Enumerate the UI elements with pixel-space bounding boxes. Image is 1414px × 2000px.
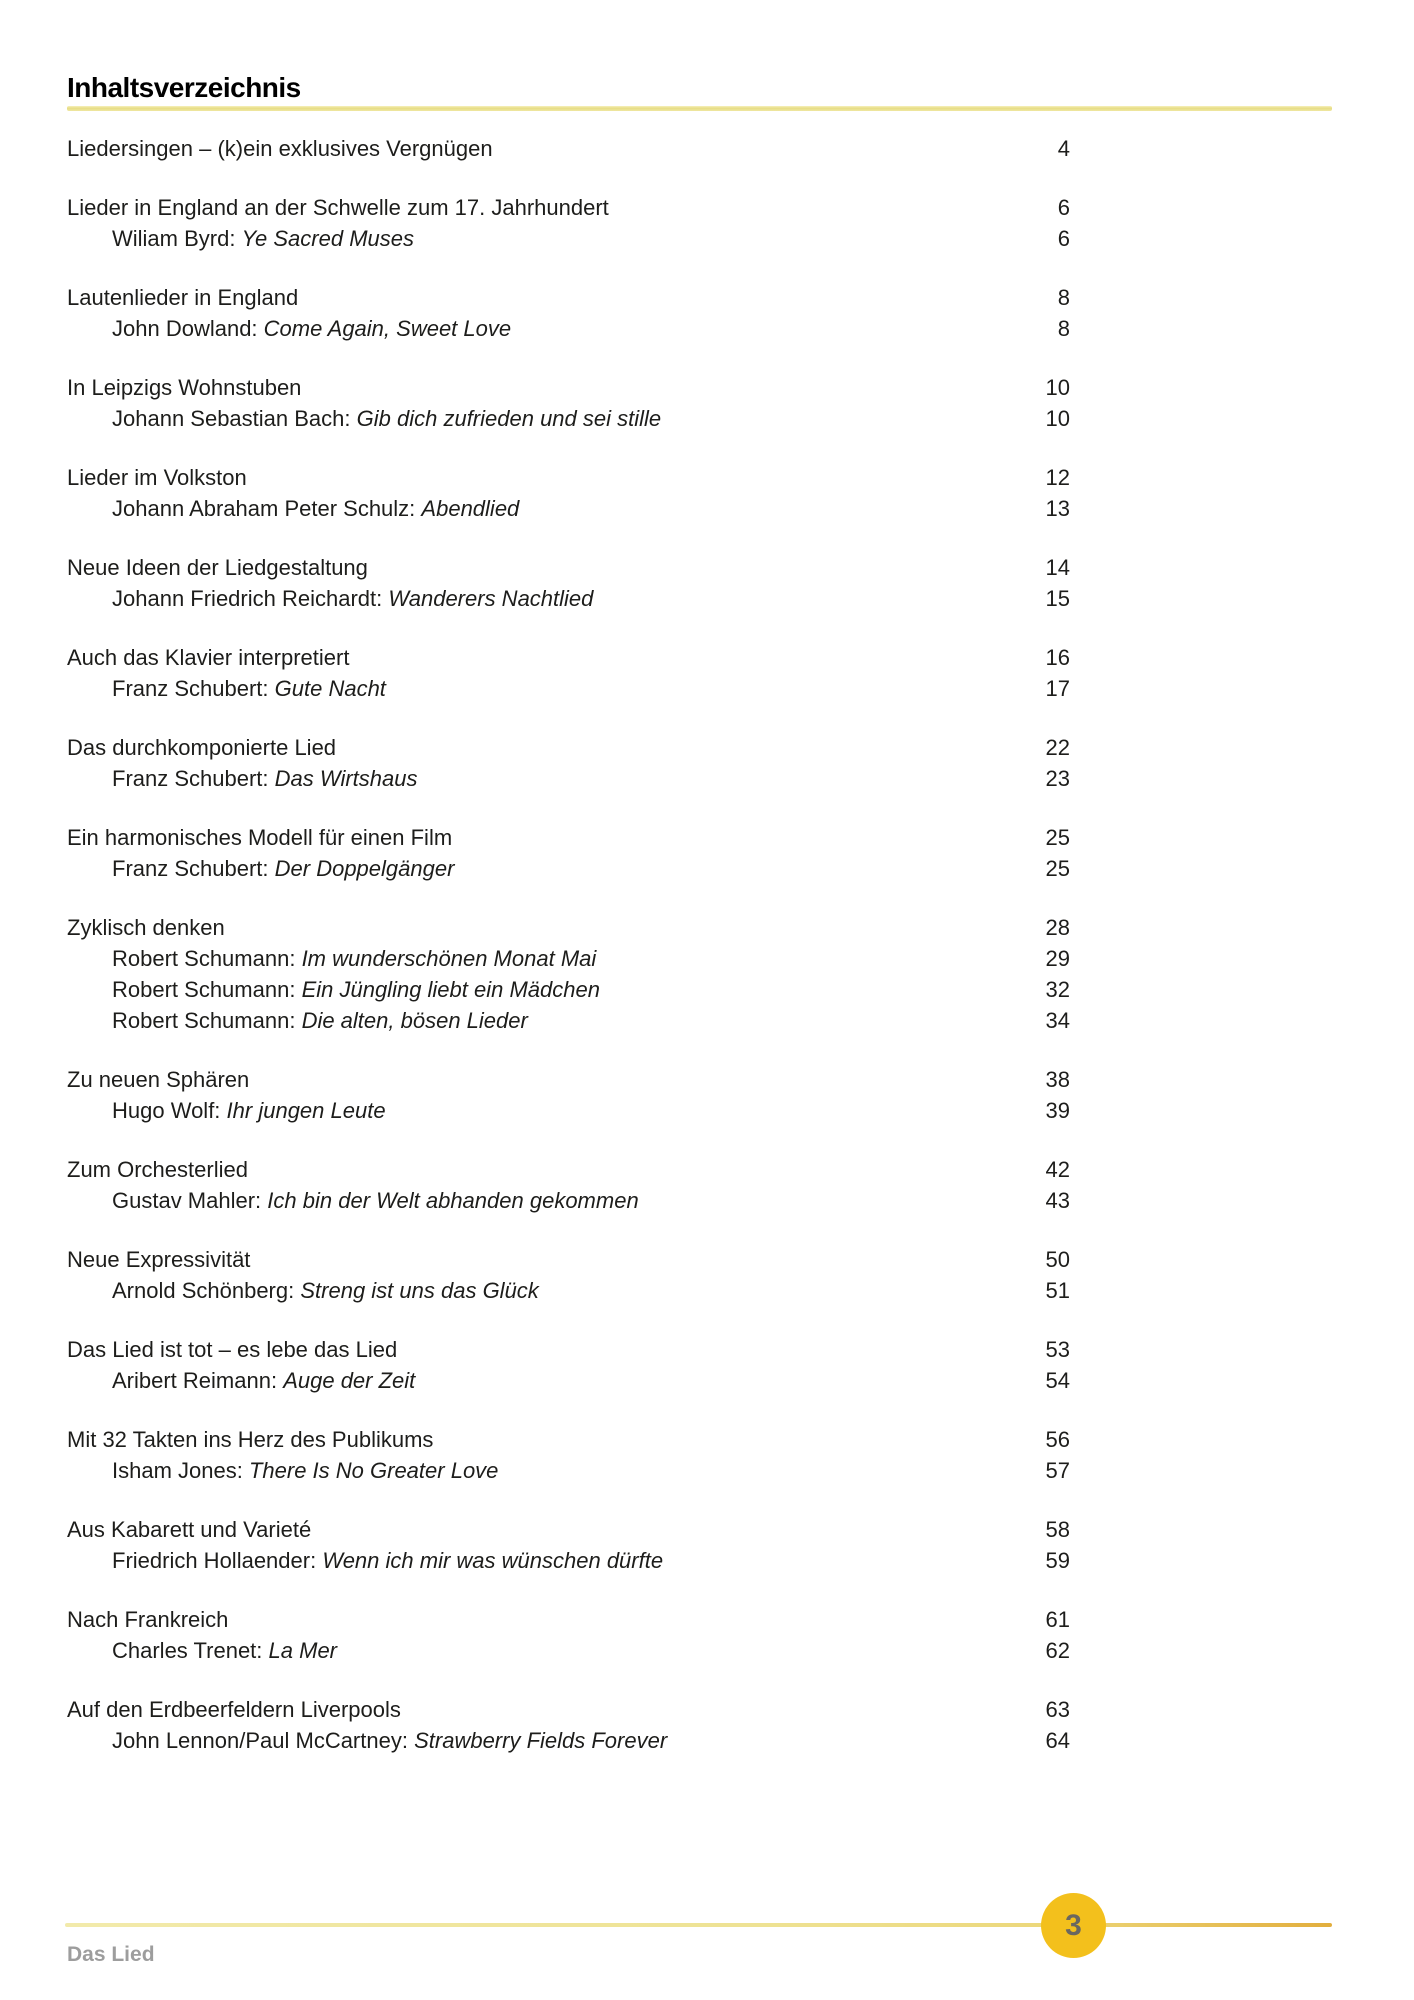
toc-entry-title: Zum Orchesterlied bbox=[67, 1157, 248, 1182]
toc-subentry bbox=[67, 1275, 1070, 1306]
toc-group bbox=[67, 1064, 1070, 1126]
toc-subentry-author: Johann Abraham Peter Schulz: bbox=[112, 496, 416, 521]
toc-subentry-page: 8 bbox=[1057, 316, 1070, 341]
toc-entry bbox=[67, 642, 1070, 673]
footer-book-title: Das Lied bbox=[67, 1943, 155, 1966]
toc-entry bbox=[67, 1694, 1070, 1725]
toc-subentry-page: 54 bbox=[1045, 1368, 1070, 1393]
toc-entry-title: Liedersingen – (k)ein exklusives Vergnügen bbox=[67, 136, 493, 161]
toc-entry-page: 22 bbox=[1045, 735, 1070, 760]
toc-entry-page: 12 bbox=[1045, 465, 1070, 490]
toc-subentry-work: Come Again, Sweet Love bbox=[263, 316, 512, 341]
toc-entry-title: Das durchkomponierte Lied bbox=[67, 735, 337, 760]
toc-subentry-page: 34 bbox=[1045, 1008, 1070, 1033]
toc-group bbox=[67, 642, 1070, 704]
toc-subentry-work: There Is No Greater Love bbox=[248, 1458, 499, 1483]
toc-subentry-text bbox=[112, 974, 600, 1005]
toc-entry-title: Ein harmonisches Modell für einen Film bbox=[67, 825, 453, 850]
toc-subentry-text bbox=[112, 673, 386, 704]
toc-group bbox=[67, 1154, 1070, 1216]
toc-subentry-page: 25 bbox=[1045, 856, 1070, 881]
toc-subentry-work: Gib dich zufrieden und sei stille bbox=[356, 406, 662, 431]
toc-subentry-text bbox=[112, 313, 511, 344]
toc-subentry bbox=[67, 1185, 1070, 1216]
toc-subentry-text bbox=[112, 223, 414, 254]
toc-group bbox=[67, 912, 1070, 1036]
toc-entry-title: Neue Ideen der Liedgestaltung bbox=[67, 555, 368, 580]
toc-subentry-author: Johann Sebastian Bach: bbox=[112, 406, 351, 431]
toc-subentry-author: Isham Jones: bbox=[112, 1458, 243, 1483]
toc-group bbox=[67, 192, 1070, 254]
toc-subentry-text bbox=[112, 1455, 498, 1486]
toc-subentry-author: Robert Schumann: bbox=[112, 1008, 296, 1033]
toc-subentry-work: Ye Sacred Muses bbox=[241, 226, 415, 251]
toc-group bbox=[67, 372, 1070, 434]
page-title: Inhaltsverzeichnis bbox=[67, 72, 301, 103]
toc-subentry-text bbox=[112, 493, 519, 524]
toc-subentry-text bbox=[112, 1185, 639, 1216]
toc-subentry-work: Wenn ich mir was wünschen dürfte bbox=[322, 1548, 664, 1573]
toc-subentry-page: 39 bbox=[1045, 1098, 1070, 1123]
toc-subentry-page: 57 bbox=[1045, 1458, 1070, 1483]
toc-subentry-page: 43 bbox=[1045, 1188, 1070, 1213]
toc-entry bbox=[67, 282, 1070, 313]
toc-subentry bbox=[67, 313, 1070, 344]
toc-entry-title: Zu neuen Sphären bbox=[67, 1067, 250, 1092]
toc-subentry bbox=[67, 853, 1070, 884]
toc-subentry-author: Hugo Wolf: bbox=[112, 1098, 221, 1123]
toc-entry bbox=[67, 133, 1070, 164]
toc-group bbox=[67, 1604, 1070, 1666]
toc-entry-title: Lautenlieder in England bbox=[67, 285, 299, 310]
toc-subentry-work: Abendlied bbox=[421, 496, 520, 521]
toc-subentry-work: Das Wirtshaus bbox=[274, 766, 418, 791]
toc-subentry-author: Friedrich Hollaender: bbox=[112, 1548, 317, 1573]
toc-subentry bbox=[67, 763, 1070, 794]
toc-group bbox=[67, 732, 1070, 794]
toc-entry bbox=[67, 1424, 1070, 1455]
toc-group bbox=[67, 1514, 1070, 1576]
toc-subentry bbox=[67, 673, 1070, 704]
toc-entry-page: 42 bbox=[1045, 1157, 1070, 1182]
toc-subentry-work: Auge der Zeit bbox=[283, 1368, 416, 1393]
toc-group bbox=[67, 1334, 1070, 1396]
toc-subentry-page: 13 bbox=[1045, 496, 1070, 521]
toc-subentry-text bbox=[112, 1095, 386, 1126]
toc-subentry-author: Robert Schumann: bbox=[112, 946, 296, 971]
toc-subentry bbox=[67, 974, 1070, 1005]
toc-entry-page: 56 bbox=[1045, 1427, 1070, 1452]
toc-subentry-text bbox=[112, 943, 596, 974]
toc-entry-page: 8 bbox=[1057, 285, 1070, 310]
toc-entry-page: 63 bbox=[1045, 1697, 1070, 1722]
toc-entry bbox=[67, 462, 1070, 493]
toc-subentry-page: 10 bbox=[1045, 406, 1070, 431]
toc-entry-title: Mit 32 Takten ins Herz des Publikums bbox=[67, 1427, 434, 1452]
toc-subentry-work: Der Doppelgänger bbox=[274, 856, 455, 881]
toc-subentry-author: Wiliam Byrd: bbox=[112, 226, 236, 251]
toc-entry-page: 10 bbox=[1045, 375, 1070, 400]
toc-subentry-work: Gute Nacht bbox=[274, 676, 386, 701]
toc-subentry-text bbox=[112, 763, 417, 794]
toc-entry bbox=[67, 822, 1070, 853]
toc-entry bbox=[67, 372, 1070, 403]
toc-entry-page: 53 bbox=[1045, 1337, 1070, 1362]
toc-subentry-page: 15 bbox=[1045, 586, 1070, 611]
toc-entry bbox=[67, 1154, 1070, 1185]
toc-entry-title: Lieder in England an der Schwelle zum 17. Jahrhundert bbox=[67, 195, 609, 220]
toc-subentry-page: 29 bbox=[1045, 946, 1070, 971]
toc-subentry-work: Strawberry Fields Forever bbox=[414, 1728, 668, 1753]
toc-subentry bbox=[67, 1005, 1070, 1036]
toc-entry-page: 50 bbox=[1045, 1247, 1070, 1272]
toc-group bbox=[67, 1424, 1070, 1486]
toc-subentry bbox=[67, 943, 1070, 974]
toc-subentry-page: 51 bbox=[1045, 1278, 1070, 1303]
toc-subentry-text bbox=[112, 1635, 337, 1666]
toc-subentry-author: Aribert Reimann: bbox=[112, 1368, 278, 1393]
toc-subentry-author: Johann Friedrich Reichardt: bbox=[112, 586, 383, 611]
toc-group bbox=[67, 462, 1070, 524]
toc-entry bbox=[67, 1514, 1070, 1545]
toc-subentry bbox=[67, 493, 1070, 524]
toc-subentry-text bbox=[112, 1545, 663, 1576]
toc-subentry-work: Wanderers Nachtlied bbox=[388, 586, 594, 611]
toc-entry-title: Auch das Klavier interpretiert bbox=[67, 645, 350, 670]
toc-subentry-work: Im wunderschönen Monat Mai bbox=[301, 946, 597, 971]
toc-subentry-author: Charles Trenet: bbox=[112, 1638, 263, 1663]
toc-entry-title: Neue Expressivität bbox=[67, 1247, 251, 1272]
toc-entry-title: Das Lied ist tot – es lebe das Lied bbox=[67, 1337, 398, 1362]
toc-subentry-author: John Dowland: bbox=[112, 316, 258, 341]
toc-subentry-work: Ihr jungen Leute bbox=[226, 1098, 386, 1123]
toc-subentry-work: Ich bin der Welt abhanden gekommen bbox=[267, 1188, 639, 1213]
toc-subentry-work: Ein Jüngling liebt ein Mädchen bbox=[301, 977, 600, 1002]
toc-entry-page: 58 bbox=[1045, 1517, 1070, 1542]
toc-subentry-author: Gustav Mahler: bbox=[112, 1188, 262, 1213]
toc-entry bbox=[67, 912, 1070, 943]
toc-subentry bbox=[67, 1455, 1070, 1486]
toc-subentry bbox=[67, 223, 1070, 254]
toc-entry-page: 4 bbox=[1057, 136, 1070, 161]
toc-subentry-page: 32 bbox=[1045, 977, 1070, 1002]
footer-rule bbox=[65, 1923, 1332, 1927]
toc-group bbox=[67, 1694, 1070, 1756]
toc-entry-title: In Leipzigs Wohnstuben bbox=[67, 375, 302, 400]
toc-entry bbox=[67, 1604, 1070, 1635]
toc-subentry-author: Franz Schubert: bbox=[112, 676, 269, 701]
toc-entry-page: 14 bbox=[1045, 555, 1070, 580]
toc-subentry-page: 59 bbox=[1045, 1548, 1070, 1573]
toc-subentry-text bbox=[112, 1005, 528, 1036]
toc-entry bbox=[67, 1064, 1070, 1095]
toc-subentry-work: La Mer bbox=[268, 1638, 338, 1663]
toc-entry-title: Auf den Erdbeerfeldern Liverpools bbox=[67, 1697, 401, 1722]
toc-subentry-author: Robert Schumann: bbox=[112, 977, 296, 1002]
toc-entry bbox=[67, 552, 1070, 583]
toc-subentry bbox=[67, 1545, 1070, 1576]
toc-subentry-text bbox=[112, 583, 593, 614]
toc-subentry bbox=[67, 1725, 1070, 1756]
toc-subentry-work: Die alten, bösen Lieder bbox=[301, 1008, 528, 1033]
toc-entry bbox=[67, 1244, 1070, 1275]
toc-subentry-page: 23 bbox=[1045, 766, 1070, 791]
toc-entry-title: Zyklisch denken bbox=[67, 915, 225, 940]
toc-entry-title: Nach Frankreich bbox=[67, 1607, 229, 1632]
toc-subentry-work: Streng ist uns das Glück bbox=[300, 1278, 539, 1303]
toc-subentry-page: 64 bbox=[1045, 1728, 1070, 1753]
toc-subentry-author: Franz Schubert: bbox=[112, 766, 269, 791]
title-underline bbox=[67, 106, 1332, 111]
page-number-badge: 3 bbox=[1041, 1893, 1106, 1958]
toc-entry-page: 25 bbox=[1045, 825, 1070, 850]
toc-entry-page: 38 bbox=[1045, 1067, 1070, 1092]
table-of-contents bbox=[67, 133, 1070, 1784]
toc-subentry-page: 6 bbox=[1057, 226, 1070, 251]
toc-entry-title: Lieder im Volkston bbox=[67, 465, 247, 490]
toc-subentry-page: 62 bbox=[1045, 1638, 1070, 1663]
toc-subentry bbox=[67, 1635, 1070, 1666]
toc-subentry-text bbox=[112, 403, 661, 434]
toc-entry-page: 28 bbox=[1045, 915, 1070, 940]
toc-entry-title: Aus Kabarett und Varieté bbox=[67, 1517, 312, 1542]
toc-subentry bbox=[67, 583, 1070, 614]
toc-subentry-author: Arnold Schönberg: bbox=[112, 1278, 295, 1303]
toc-subentry-author: Franz Schubert: bbox=[112, 856, 269, 881]
toc-subentry bbox=[67, 1095, 1070, 1126]
toc-entry bbox=[67, 1334, 1070, 1365]
toc-subentry bbox=[67, 1365, 1070, 1396]
toc-group bbox=[67, 282, 1070, 344]
toc-group bbox=[67, 1244, 1070, 1306]
toc-group bbox=[67, 822, 1070, 884]
toc-entry-page: 16 bbox=[1045, 645, 1070, 670]
toc-entry bbox=[67, 192, 1070, 223]
toc-subentry-text bbox=[112, 1725, 667, 1756]
toc-group bbox=[67, 133, 1070, 164]
toc-subentry bbox=[67, 403, 1070, 434]
toc-subentry-page: 17 bbox=[1045, 676, 1070, 701]
toc-subentry-text bbox=[112, 1275, 539, 1306]
toc-subentry-author: John Lennon/Paul McCartney: bbox=[112, 1728, 408, 1753]
toc-entry bbox=[67, 732, 1070, 763]
toc-subentry-text bbox=[112, 853, 454, 884]
toc-entry-page: 61 bbox=[1045, 1607, 1070, 1632]
toc-entry-page: 6 bbox=[1057, 195, 1070, 220]
toc-subentry-text bbox=[112, 1365, 415, 1396]
toc-group bbox=[67, 552, 1070, 614]
